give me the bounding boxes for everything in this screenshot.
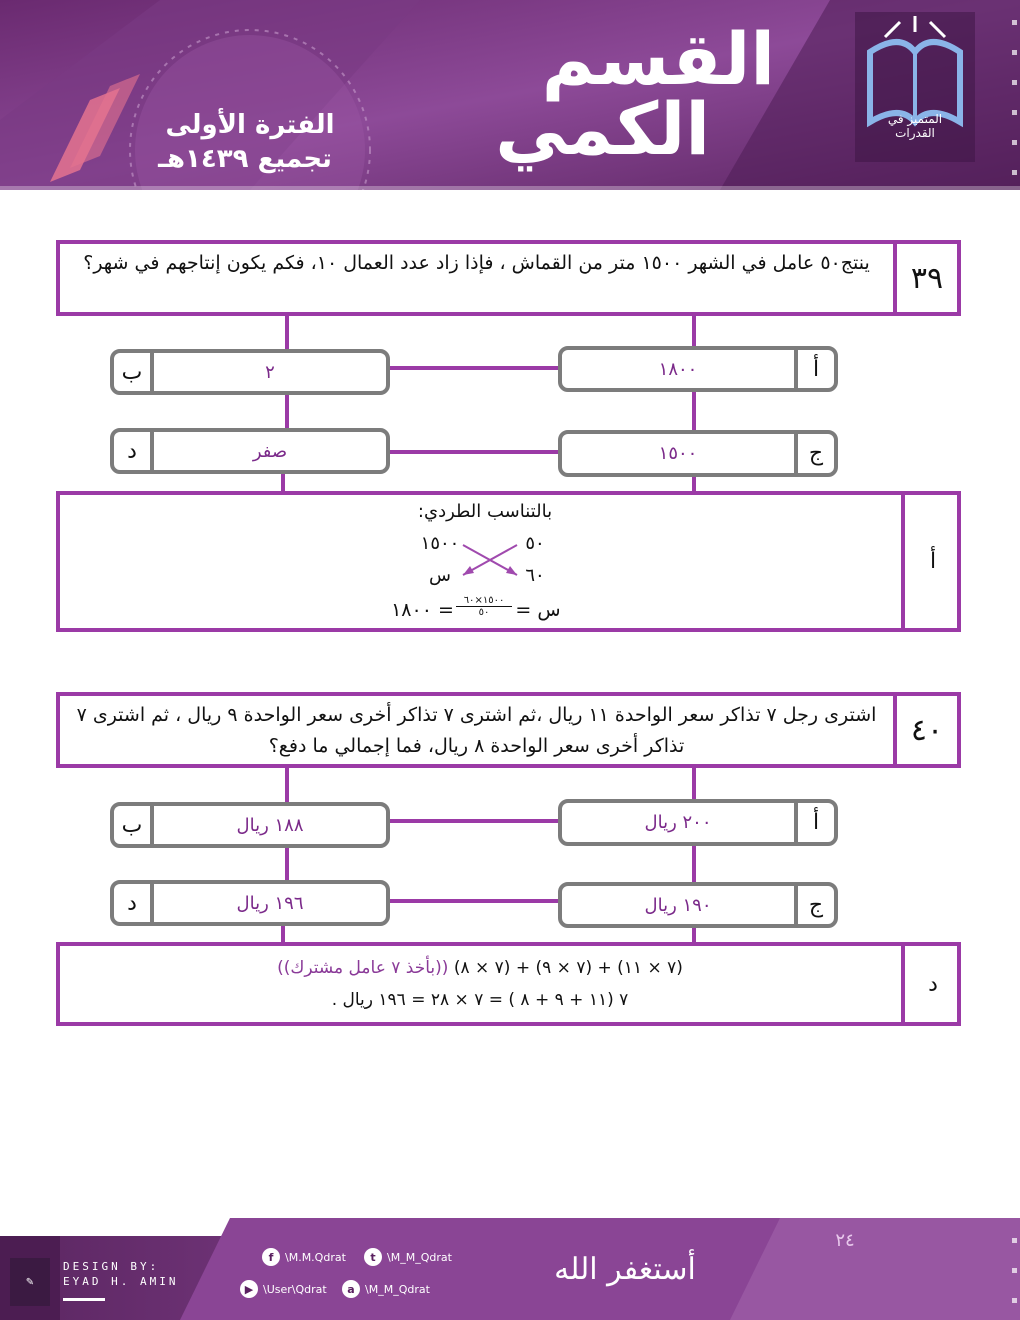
connector xyxy=(281,474,285,492)
q39-sol-r1-left: ١٥٠٠ xyxy=(420,533,460,554)
header-title-line1: القسم xyxy=(541,17,775,101)
question-40-number: ٤٠ xyxy=(893,696,957,764)
q39-solution-heading: بالتناسب الطردي: xyxy=(417,501,553,522)
q39-sol-fraction xyxy=(456,595,512,618)
q39-option-d-letter: د xyxy=(114,432,154,470)
question-39-text: ينتج٥٠ عامل في الشهر ١٥٠٠ متر من القماش ، فإذا زاد عدد العمال ١٠، فكم يكون إنتاجهم في شهر؟ xyxy=(83,252,870,274)
question-39-box xyxy=(56,240,961,316)
q39-answer-letter: أ xyxy=(901,495,961,628)
q40-option-b-letter: ب xyxy=(114,806,154,844)
youtube-icon: ▶ xyxy=(240,1280,258,1298)
q40-sol-note: ((بأخذ ٧ عامل مشترك)) xyxy=(277,958,449,978)
footer-divider xyxy=(63,1298,105,1301)
connector xyxy=(285,768,289,802)
question-39-number: ٣٩ xyxy=(893,244,957,312)
designer-name: EYAD H. AMIN xyxy=(63,1275,179,1288)
q39-sol-eq-result: = ١٨٠٠ xyxy=(391,599,454,621)
page-footer xyxy=(0,1218,1020,1320)
q39-option-c-letter: ج xyxy=(794,434,834,473)
edge-dots xyxy=(1012,20,1018,180)
logo xyxy=(855,12,975,162)
q39-sol-r2-right: ٦٠ xyxy=(525,565,545,586)
q39-sol-r1-right: ٥٠ xyxy=(525,533,545,554)
cross-arrows-icon xyxy=(455,535,525,585)
youtube-handle: \User\Qdrat xyxy=(263,1282,327,1296)
connector xyxy=(390,819,560,823)
q39-option-c-value: ١٥٠٠ xyxy=(658,443,698,464)
q40-answer-letter: د xyxy=(901,946,961,1022)
facebook-link[interactable] xyxy=(262,1248,346,1266)
header-period: الفترة الأولى xyxy=(165,110,335,140)
q39-option-b[interactable] xyxy=(110,349,390,395)
twitter-icon: t xyxy=(364,1248,382,1266)
q39-option-c[interactable] xyxy=(558,430,838,477)
q40-sol-expr: (٧ × ١١) + (٧ × ٩) + (٧ × ٨) xyxy=(453,958,683,978)
question-40-text: اشترى رجل ٧ تذاكر سعر الواحدة ١١ ريال ،ثم اشترى ٧ تذاكر أخرى سعر الواحدة ٩ ريال ، ثم اشترى ٧ تذاكر أخرى سعر الواحدة ٨ ريال، فما إجمالي ما دفع؟ xyxy=(76,704,877,757)
connector xyxy=(692,846,696,882)
header-title-line2: الكمي xyxy=(495,87,710,171)
connector xyxy=(285,848,289,880)
q40-option-b[interactable] xyxy=(110,802,390,848)
connector xyxy=(390,366,560,370)
q39-option-d[interactable] xyxy=(110,428,390,474)
header-collection: تجميع ١٤٣٩هـ xyxy=(158,144,332,174)
facebook-icon: f xyxy=(262,1248,280,1266)
q40-option-b-value: ١٨٨ ريال xyxy=(236,814,304,836)
ask-icon: a xyxy=(342,1280,360,1298)
connector xyxy=(285,395,289,429)
q39-solution-box xyxy=(56,491,961,632)
connector xyxy=(390,450,560,454)
connector xyxy=(692,316,696,348)
q40-option-a-letter: أ xyxy=(794,803,834,842)
page-number: ٢٤ xyxy=(835,1230,855,1251)
q40-option-a[interactable] xyxy=(558,799,838,846)
q39-option-b-value: ٢ xyxy=(265,361,275,383)
q40-solution-box xyxy=(56,942,961,1026)
q39-sol-frac-den: ٥٠ xyxy=(478,607,490,618)
facebook-handle: \M.M.Qdrat xyxy=(285,1250,346,1264)
q39-option-d-value: صفر xyxy=(252,440,288,462)
q40-option-d-letter: د xyxy=(114,884,154,922)
connector xyxy=(692,768,696,800)
ask-handle: \M_M_Qdrat xyxy=(365,1282,430,1296)
ask-link[interactable] xyxy=(342,1280,430,1298)
q39-option-a[interactable] xyxy=(558,346,838,392)
q40-option-d[interactable] xyxy=(110,880,390,926)
q40-solution-line1 xyxy=(240,958,720,978)
q40-option-c-letter: ج xyxy=(794,886,834,924)
q40-option-c[interactable] xyxy=(558,882,838,928)
connector xyxy=(281,926,285,943)
connector xyxy=(285,316,289,350)
edge-dots xyxy=(1012,1238,1018,1308)
q40-option-d-value: ١٩٦ ريال xyxy=(236,892,304,914)
q40-option-c-value: ١٩٠ ريال xyxy=(644,894,712,916)
youtube-link[interactable] xyxy=(240,1280,327,1298)
connector xyxy=(692,392,696,430)
design-by-label: DESIGN BY: xyxy=(63,1260,160,1273)
connector xyxy=(692,928,696,943)
q39-option-a-value: ١٨٠٠ xyxy=(658,358,698,380)
q39-sol-frac-num: ١٥٠٠×٦٠ xyxy=(456,595,512,607)
page-header xyxy=(0,0,1020,190)
q39-option-b-letter: ب xyxy=(114,353,154,391)
designer-signature-icon: ✎ xyxy=(10,1258,50,1306)
q40-solution-line2: ٧ (١١ + ٩ + ٨ ) = ٧ × ٢٨ = ١٩٦ ريال . xyxy=(331,990,629,1010)
q39-sol-r2-left: س xyxy=(429,565,451,586)
twitter-link[interactable] xyxy=(364,1248,452,1266)
q39-option-a-letter: أ xyxy=(794,350,834,388)
logo-text: المتميز في القدرات xyxy=(887,112,943,140)
connector xyxy=(692,477,696,492)
calligraphy-text: أستغفر الله xyxy=(554,1252,696,1287)
connector xyxy=(390,899,560,903)
twitter-handle: \M_M_Qdrat xyxy=(387,1250,452,1264)
question-40-box xyxy=(56,692,961,768)
q39-sol-eq-s: س = xyxy=(515,599,561,621)
q40-option-a-value: ٢٠٠ ريال xyxy=(644,812,712,833)
